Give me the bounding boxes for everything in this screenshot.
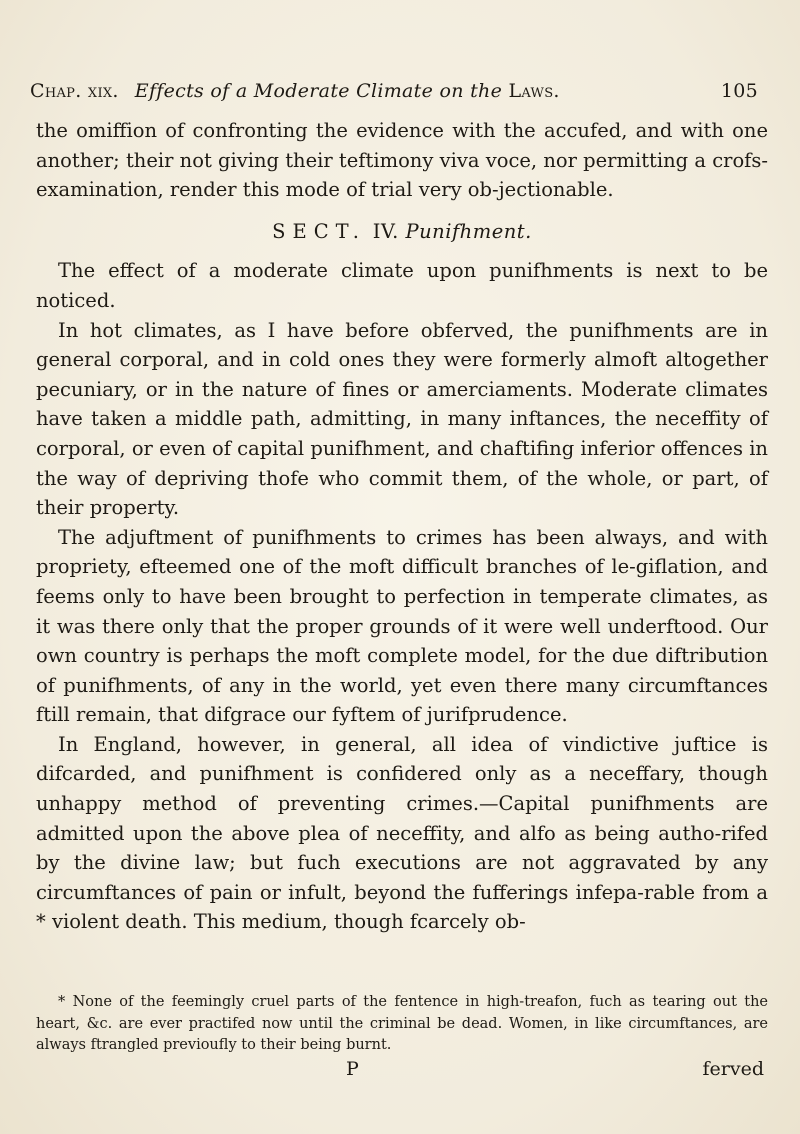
footnote — [36, 992, 768, 1057]
section-number: IV. — [372, 219, 399, 243]
chapter-title-laws: Laws. — [508, 80, 560, 102]
chapter-title: Effects of a Moderate Climate on the — [134, 80, 503, 102]
page-body — [36, 116, 768, 937]
chapter-label: Chap. xix. — [30, 80, 119, 102]
paragraph: The effect of a moderate climate upon punifhments is next to be noticed. — [36, 259, 768, 312]
catchword: ferved — [702, 1058, 764, 1080]
section-title: Punifhment. — [405, 219, 532, 243]
footnote-text: * None of the feemingly cruel parts of the fentence in high-treafon, fuch as tearing out the heart, &c. are ever practifed now until the criminal be dead. Women, in like circumftances, are always ftrangled previoufly to their being burnt. — [36, 994, 768, 1053]
running-header — [30, 80, 780, 102]
page-number: 105 — [720, 80, 758, 102]
paragraph: In England, however, in general, all idea of vindictive juftice is difcarded, and punifhment is confidered only as a neceffary, though unhappy method of preventing crimes.—Capital punifhments are admitted upon the above plea of neceffity, and alfo as being autho-rifed by the divine law; but fuch executions are not aggravated by any circumftances of pain or infult, beyond the fufferings infepa-rable from a * violent death. This medium, though fcarcely ob- — [36, 732, 768, 934]
paragraph: The adjuftment of punifhments to crimes has been always, and with propriety, efteemed one of the moft difficult branches of le-giflation, and feems only to have been brought to perfection in temperate climates, as it was there only that the proper grounds of it were well underftood. Our own country is perhaps the moft complete model, for the due diftribution of punifhments, of any in the world, yet even there many circumftances ftill remain, that difgrace our fyftem of jurifprudence. — [36, 525, 768, 727]
section-label: SECT. — [272, 219, 366, 243]
paragraph: In hot climates, as I have before obferved, the punifhments are in general corporal, and in cold ones they were formerly almoft altogether pecuniary, or in the nature of fines or amerciaments. Moderate climates have taken a middle path, admitting, in many inftances, the neceffity of corporal, or even of capital punifhment, and chaftifing inferior offences in the way of depriving thofe who commit them, of the whole, or part, of their property. — [36, 318, 768, 520]
section-heading — [36, 217, 768, 247]
paragraph: the omiffion of confronting the evidence with the accufed, and with one another; their not giving their teftimony viva voce, nor permitting a crofs-examination, render this mode of trial very ob-jectionable. — [36, 119, 768, 202]
signature-mark: P — [346, 1058, 359, 1080]
